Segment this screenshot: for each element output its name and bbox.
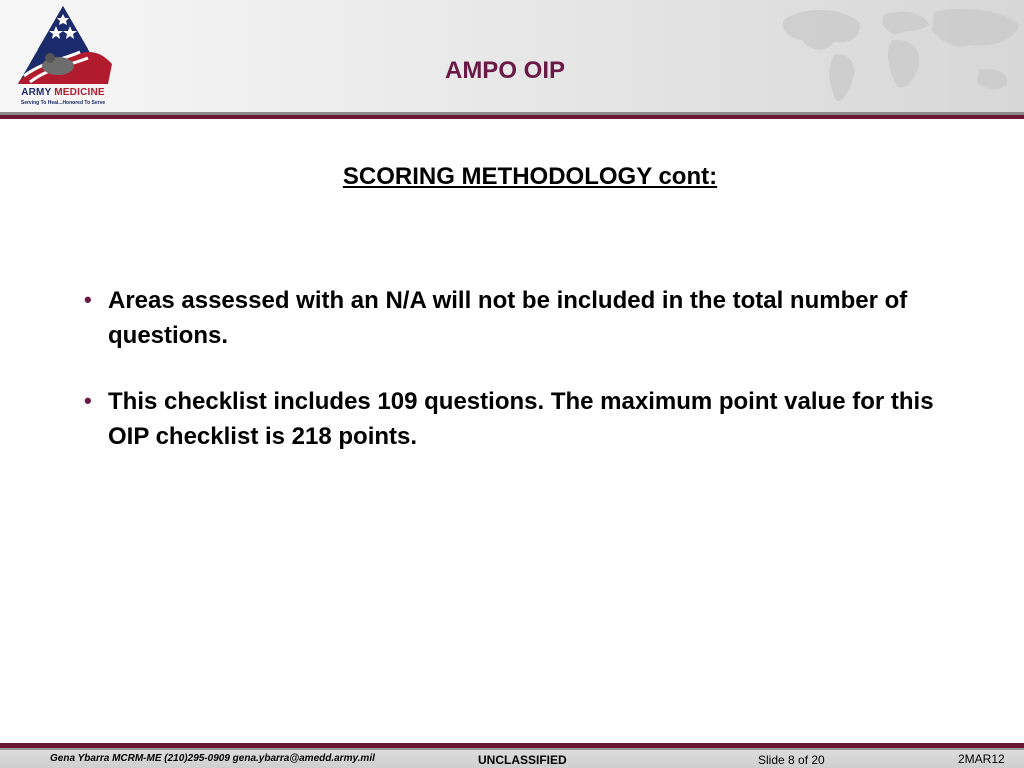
bullet-icon: • — [84, 388, 92, 413]
list-item — [84, 283, 944, 353]
army-medicine-logo — [8, 4, 118, 108]
logo-wordmark — [8, 87, 118, 98]
bullet-icon: • — [84, 287, 92, 312]
footer-slide-number: Slide 8 of 20 — [758, 753, 825, 767]
bullet-text: Areas assessed with an N/A will not be included in the total number of questions. — [108, 287, 908, 349]
list-item — [84, 384, 944, 454]
world-map-watermark-icon — [764, 0, 1024, 112]
slide-subtitle: SCORING METHODOLOGY cont: — [342, 163, 718, 190]
slide-footer — [0, 750, 1024, 768]
slide-header — [0, 0, 1024, 112]
logo-wordmark-army: ARMY — [21, 87, 55, 98]
logo-wordmark-medicine: MEDICINE — [54, 87, 105, 98]
header-title: AMPO OIP — [444, 57, 565, 84]
bullet-text: This checklist includes 109 questions. The maximum point value for this OIP checklist is 218 points. — [108, 388, 934, 450]
bullet-list — [84, 283, 944, 485]
footer-classification: UNCLASSIFIED — [478, 753, 567, 767]
header-divider — [0, 115, 1024, 119]
footer-date: 2MAR12 — [958, 752, 1005, 766]
footer-contact: Gena Ybarra MCRM-ME (210)295-0909 gena.ybarra@amedd.army.mil — [50, 753, 375, 764]
logo-motto: Serving To Heal...Honored To Serve — [20, 100, 106, 106]
